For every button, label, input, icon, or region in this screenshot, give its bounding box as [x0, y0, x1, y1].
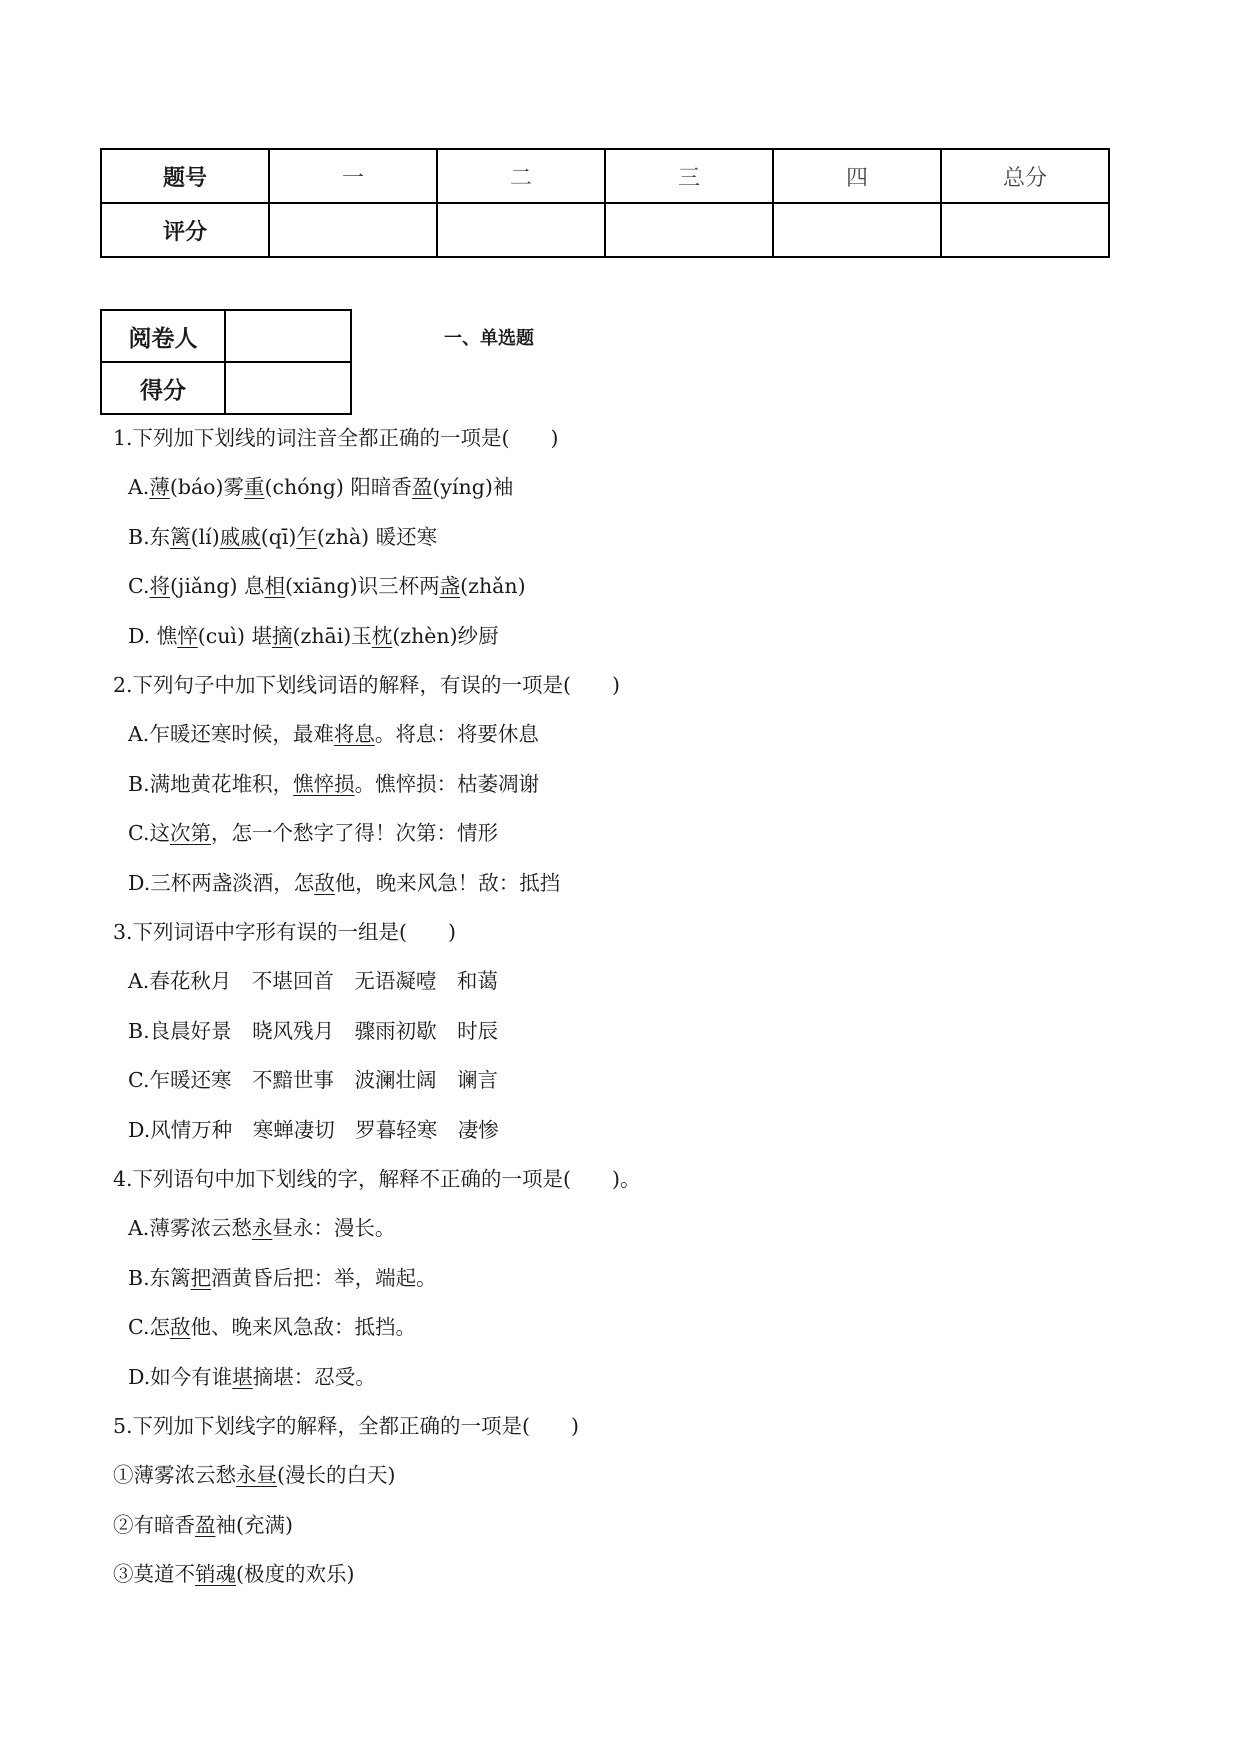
underlined-term: 敌 [169, 1315, 191, 1340]
underlined-term: 相 [264, 574, 285, 599]
question-5-item-3: ③莫道不销魂(极度的欢乐) [113, 1562, 355, 1587]
underlined-term: 戚戚 [219, 524, 261, 549]
question-2-option-b[interactable]: B.满地黄花堆积，憔悴损。憔悴损：枯萎凋谢 [128, 771, 540, 796]
score-blank-total [941, 203, 1109, 257]
score-cell-label: 题号 [101, 149, 269, 203]
underlined-term: 将息 [333, 722, 375, 747]
score-cell-part1: 一 [269, 149, 437, 203]
score-label: 得分 [101, 362, 225, 414]
score-table-score-row [101, 203, 1109, 257]
score-blank-3 [605, 203, 773, 257]
question-4-option-d[interactable]: D.如今有谁堪摘堪：忍受。 [128, 1364, 376, 1389]
question-stem-1: 1.下列加下划线的词注音全都正确的一项是( ) [113, 426, 559, 450]
underlined-term: 永 [251, 1216, 273, 1241]
underlined-term: 重 [244, 475, 265, 500]
score-cell-part3: 三 [605, 149, 773, 203]
score-table-header-row [101, 149, 1109, 203]
question-4-option-c[interactable]: C.怎敌他、晚来风急敌：抵挡。 [128, 1315, 416, 1340]
score-cell-part2: 二 [437, 149, 605, 203]
underlined-term: 枕 [371, 623, 393, 648]
question-3-option-a[interactable]: A.春花秋月 不堪回首 无语凝噎 和蔼 [128, 969, 498, 994]
underlined-term: 憔悴损 [293, 771, 355, 796]
score-blank-2 [437, 203, 605, 257]
question-2-option-d[interactable]: D.三杯两盏淡酒，怎敌他，晚来风急！敌：抵挡 [128, 870, 561, 895]
question-2-option-a[interactable]: A.乍暖还寒时候，最难将息。将息：将要休息 [128, 722, 539, 747]
underlined-term: 敌 [314, 870, 335, 895]
score-cell-part4: 四 [773, 149, 941, 203]
question-4-option-b[interactable]: B.东篱把酒黄昏后把：举，端起。 [128, 1265, 437, 1290]
underlined-term: 堪 [232, 1364, 253, 1389]
underlined-term: 将 [149, 574, 170, 599]
question-stem-5: 5.下列加下划线字的解释，全都正确的一项是( ) [113, 1414, 580, 1438]
question-3-option-b[interactable]: B.良晨好景 晓风残月 骤雨初歇 时辰 [128, 1018, 499, 1043]
underlined-term: 盈 [195, 1512, 216, 1537]
question-4-option-a[interactable]: A.薄雾浓云愁永昼永：漫长。 [128, 1216, 396, 1241]
question-1-option-b[interactable]: B.东篱(lí)戚戚(qī)乍(zhà) 暖还寒 [128, 524, 438, 549]
question-1-option-c[interactable]: C.将(jiǎng) 息相(xiāng)识三杯两盏(zhǎn) [128, 574, 526, 599]
section-title: 一、单选题 [444, 328, 534, 349]
question-3-option-c[interactable]: C.乍暖还寒 不黯世事 波澜壮阔 谰言 [128, 1068, 498, 1093]
question-5-item-1: ①薄雾浓云愁永昼(漫长的白天) [113, 1463, 396, 1488]
question-stem-4: 4.下列语句中加下划线的字，解释不正确的一项是( )。 [113, 1167, 641, 1191]
score-cell-total: 总分 [941, 149, 1109, 203]
underlined-term: 悴 [177, 623, 198, 648]
question-2-option-c[interactable]: C.这次第，怎一个愁字了得！次第：情形 [128, 821, 498, 846]
underlined-term: 篱 [170, 524, 191, 549]
question-5-item-2: ②有暗香盈袖(充满) [113, 1512, 293, 1537]
score-table [100, 148, 1110, 258]
question-stem-3: 3.下列词语中字形有误的一组是( ) [113, 920, 457, 944]
underlined-term: 盏 [439, 574, 461, 599]
underlined-term: 把 [190, 1265, 212, 1290]
question-3-option-d[interactable]: D.风情万种 寒蝉凄切 罗暮轻寒 凄惨 [128, 1117, 499, 1142]
question-stem-2: 2.下列句子中加下划线词语的解释，有误的一项是( ) [113, 673, 621, 697]
underlined-term: 盈 [411, 475, 433, 500]
grader-table [100, 309, 352, 415]
score-blank-1 [269, 203, 437, 257]
underlined-term: 摘 [272, 623, 293, 648]
question-1-option-a[interactable]: A.薄(báo)雾重(chóng) 阳暗香盈(yíng)袖 [128, 475, 514, 500]
reviewer-label: 阅卷人 [101, 310, 225, 362]
underlined-term: 销魂 [195, 1562, 236, 1587]
underlined-term: 乍 [296, 524, 317, 549]
underlined-term: 永昼 [236, 1463, 277, 1488]
question-1-option-d[interactable]: D. 憔悴(cuì) 堪摘(zhāi)玉枕(zhèn)纱厨 [128, 623, 499, 648]
underlined-term: 次第 [169, 821, 211, 846]
score-blank-4 [773, 203, 941, 257]
score-blank [225, 362, 351, 414]
underlined-term: 薄 [149, 475, 170, 500]
reviewer-blank [225, 310, 351, 362]
score-row-label: 评分 [101, 203, 269, 257]
